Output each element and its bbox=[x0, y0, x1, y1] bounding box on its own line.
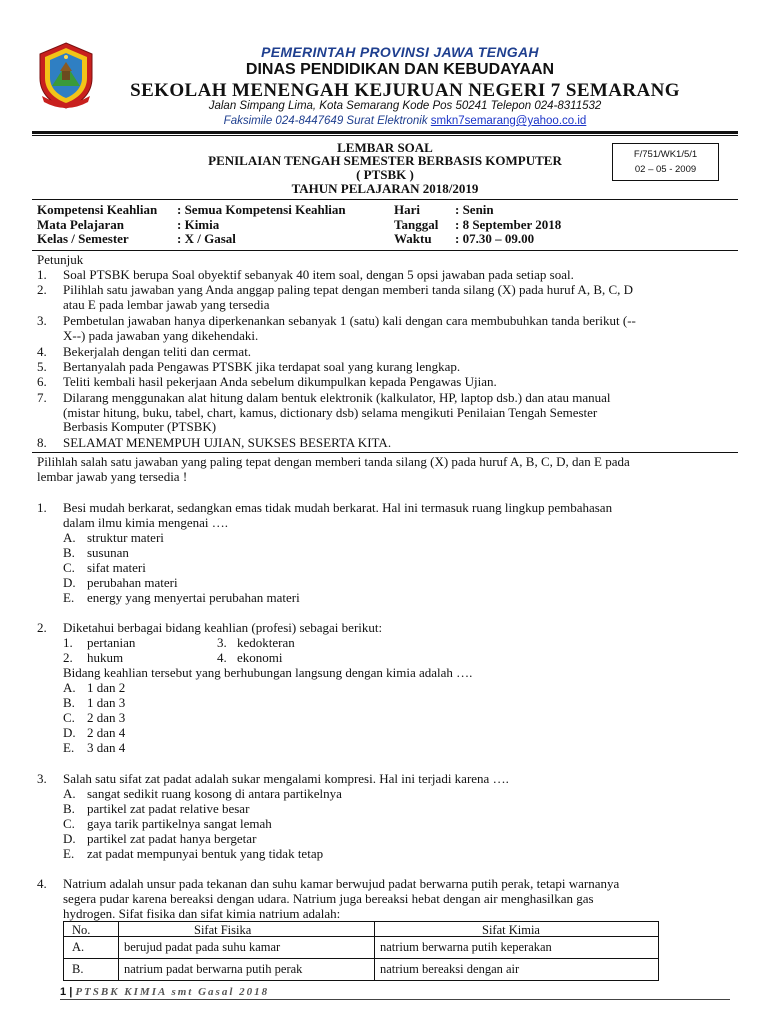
question-number: 3. bbox=[37, 771, 47, 786]
table-divider bbox=[64, 958, 658, 959]
properties-table bbox=[63, 921, 659, 981]
school-contact bbox=[100, 115, 710, 127]
option-text[interactable]: sifat materi bbox=[87, 560, 146, 575]
table-header: No. bbox=[72, 923, 91, 937]
tanggal-label: Tanggal bbox=[394, 216, 439, 232]
option-letter: C. bbox=[63, 710, 75, 725]
question-number: 2. bbox=[37, 620, 47, 635]
option-letter: A. bbox=[63, 786, 76, 801]
form-code: F/751/WK1/5/1 bbox=[633, 149, 698, 160]
form-code-box bbox=[612, 143, 719, 181]
option-letter: B. bbox=[63, 801, 75, 816]
option-letter: B. bbox=[63, 545, 75, 560]
table-cell[interactable]: B. bbox=[72, 962, 84, 976]
petunjuk-text: Bertanyalah pada Pengawas PTSBK jika terdapat soal yang kurang lengkap. bbox=[63, 359, 461, 374]
option-text[interactable]: 3 dan 4 bbox=[87, 740, 126, 755]
kelas-label: Kelas / Semester bbox=[37, 231, 129, 246]
option-text[interactable]: partikel zat padat hanya bergetar bbox=[87, 831, 257, 846]
general-instruction: lembar jawab yang tersedia ! bbox=[37, 469, 188, 484]
petunjuk-text: X--) pada jawaban yang dikehendaki. bbox=[63, 328, 259, 343]
option-letter: D. bbox=[63, 725, 76, 740]
petunjuk-text: Bekerjalah dengan teliti dan cermat. bbox=[63, 344, 252, 359]
question-text: Bidang keahlian tersebut yang berhubungan langsung dengan kimia adalah …. bbox=[63, 665, 473, 680]
government-name: PEMERINTAH PROVINSI JAWA TENGAH bbox=[261, 44, 539, 60]
petunjuk-text: Pembetulan jawaban hanya diperkenankan sebanyak 1 (satu) kali dengan cara membubuhkan tanda berikut (-- bbox=[63, 313, 636, 328]
option-text[interactable]: 2 dan 4 bbox=[87, 725, 126, 740]
field-text: hukum bbox=[87, 650, 124, 665]
table-cell: berujud padat pada suhu kamar bbox=[124, 940, 281, 954]
petunjuk-text: SELAMAT MENEMPUH UJIAN, SUKSES BESERTA KITA. bbox=[63, 435, 392, 450]
table-divider bbox=[118, 922, 119, 980]
tanggal-value: : 8 September 2018 bbox=[455, 216, 562, 232]
petunjuk-text: Berbasis Komputer (PTSBK) bbox=[63, 419, 217, 434]
field-text: ekonomi bbox=[237, 650, 283, 665]
petunjuk-number: 8. bbox=[37, 435, 47, 450]
question-number: 4. bbox=[37, 876, 47, 891]
option-letter: C. bbox=[63, 560, 75, 575]
option-letter: C. bbox=[63, 816, 75, 831]
field-number: 2. bbox=[63, 650, 73, 665]
option-text[interactable]: zat padat mempunyai bentuk yang tidak tetap bbox=[87, 846, 324, 861]
field-text: pertanian bbox=[87, 635, 136, 650]
option-text[interactable]: perubahan materi bbox=[87, 575, 178, 590]
field-number: 1. bbox=[63, 635, 73, 650]
question-text: dalam ilmu kimia mengenai …. bbox=[63, 515, 228, 530]
field-text: kedokteran bbox=[237, 635, 295, 650]
petunjuk-divider bbox=[32, 452, 738, 453]
option-text[interactable]: susunan bbox=[87, 545, 129, 560]
petunjuk-text: Teliti kembali hasil pekerjaan Anda sebelum dikumpulkan kepada Pengawas Ujian. bbox=[63, 374, 497, 389]
kelas-value: : X / Gasal bbox=[177, 231, 236, 246]
petunjuk-number: 4. bbox=[37, 344, 47, 359]
title-divider bbox=[32, 199, 738, 200]
petunjuk-number: 5. bbox=[37, 359, 47, 374]
provincial-emblem-icon bbox=[34, 40, 98, 110]
table-header: Sifat Fisika bbox=[194, 923, 252, 937]
table-cell: natrium bereaksi dengan air bbox=[380, 962, 520, 976]
question-number: 1. bbox=[37, 500, 47, 515]
option-letter: A. bbox=[63, 680, 76, 695]
question-text: segera pudar karena bereaksi dengan udara. Natrium juga bereaksi hebat dengan air menghasilkan gas bbox=[63, 891, 594, 906]
option-text[interactable]: 1 dan 3 bbox=[87, 695, 126, 710]
option-text[interactable]: 1 dan 2 bbox=[87, 680, 126, 695]
footer-separator: | bbox=[69, 986, 73, 998]
petunjuk-number: 6. bbox=[37, 374, 47, 389]
question-text: Diketahui berbagai bidang keahlian (profesi) sebagai berikut: bbox=[63, 620, 383, 635]
title-year: TAHUN PELAJARAN 2018/2019 bbox=[291, 181, 479, 196]
school-address: Jalan Simpang Lima, Kota Semarang Kode Pos 50241 Telepon 024-8311532 bbox=[208, 100, 602, 112]
general-instruction: Pilihlah salah satu jawaban yang paling tepat dengan memberi tanda silang (X) pada huruf A, B, C, D, dan E pada bbox=[37, 454, 630, 469]
mapel-label: Mata Pelajaran bbox=[37, 216, 125, 232]
email-link[interactable]: smkn7semarang@yahoo.co.id bbox=[430, 115, 587, 127]
option-letter: E. bbox=[63, 590, 75, 605]
kompetensi-label: Kompetensi Keahlian bbox=[37, 202, 158, 217]
footer-label: PTSBK KIMIA smt Gasal 2018 bbox=[75, 986, 270, 998]
department-name: DINAS PENDIDIKAN DAN KEBUDAYAAN bbox=[245, 61, 555, 78]
waktu-value: : 07.30 – 09.00 bbox=[455, 231, 535, 246]
fax-text: Faksimile 024-8447649 Surat Elektronik bbox=[223, 115, 428, 127]
option-letter: A. bbox=[63, 530, 76, 545]
question-text: Salah satu sifat zat padat adalah sukar mengalami kompresi. Hal ini terjadi karena …. bbox=[63, 771, 509, 786]
option-text[interactable]: partikel zat padat relative besar bbox=[87, 801, 250, 816]
option-letter: E. bbox=[63, 740, 75, 755]
hari-value: : Senin bbox=[455, 202, 494, 217]
petunjuk-number: 3. bbox=[37, 313, 47, 328]
option-letter: E. bbox=[63, 846, 75, 861]
title-sheet: LEMBAR SOAL bbox=[337, 140, 433, 155]
option-text[interactable]: energy yang menyertai perubahan materi bbox=[87, 590, 300, 605]
petunjuk-text: Pilihlah satu jawaban yang Anda anggap paling tepat dengan memberi tanda silang (X) pada huruf A, B, C, D bbox=[63, 282, 634, 297]
table-cell: natrium berwarna putih keperakan bbox=[380, 940, 552, 954]
school-name: SEKOLAH MENENGAH KEJURUAN NEGERI 7 SEMARANG bbox=[130, 80, 680, 101]
table-cell[interactable]: A. bbox=[72, 940, 85, 954]
option-letter: D. bbox=[63, 575, 76, 590]
petunjuk-text: Dilarang menggunakan alat hitung dalam bentuk elektronik (kalkulator, HP, laptop dsb.) dan atau manual bbox=[63, 390, 611, 405]
petunjuk-text: (mistar hitung, buku, tabel, chart, kamus, dictionary dsb) selama mengikuti Penilaian Tengah Semester bbox=[63, 405, 598, 420]
page-number: 1 bbox=[60, 986, 67, 998]
question-text: hydrogen. Sifat fisika dan sifat kimia natrium adalah: bbox=[63, 906, 341, 921]
question-text: Besi mudah berkarat, sedangkan emas tidak mudah berkarat. Hal ini termasuk ruang lingkup pembahasan bbox=[63, 500, 613, 515]
footer-divider bbox=[60, 999, 730, 1000]
option-text[interactable]: sangat sedikit ruang kosong di antara partikelnya bbox=[87, 786, 342, 801]
table-divider bbox=[64, 936, 658, 937]
option-letter: B. bbox=[63, 695, 75, 710]
table-divider bbox=[374, 922, 375, 980]
petunjuk-text: atau E pada lembar jawab yang tersedia bbox=[63, 297, 270, 312]
letterhead-divider bbox=[32, 131, 738, 134]
kompetensi-value: : Semua Kompetensi Keahlian bbox=[177, 202, 346, 217]
field-number: 4. bbox=[217, 650, 227, 665]
option-text[interactable]: 2 dan 3 bbox=[87, 710, 126, 725]
hari-label: Hari bbox=[394, 202, 420, 217]
petunjuk-text: Soal PTSBK berupa Soal obyektif sebanyak 40 item soal, dengan 5 opsi jawaban pada setiap soal. bbox=[63, 267, 574, 282]
form-date: 02 – 05 - 2009 bbox=[634, 164, 697, 175]
option-text[interactable]: struktur materi bbox=[87, 530, 164, 545]
option-text[interactable]: gaya tarik partikelnya sangat lemah bbox=[87, 816, 272, 831]
field-number: 3. bbox=[217, 635, 227, 650]
table-cell: natrium padat berwarna putih perak bbox=[124, 962, 303, 976]
info-divider bbox=[32, 250, 738, 251]
page-footer bbox=[60, 986, 269, 998]
option-letter: D. bbox=[63, 831, 76, 846]
letterhead-divider-thin bbox=[32, 135, 738, 136]
table-header: Sifat Kimia bbox=[482, 923, 540, 937]
petunjuk-number: 2. bbox=[37, 282, 47, 297]
title-abbr: ( PTSBK ) bbox=[356, 167, 414, 182]
mapel-value: : Kimia bbox=[177, 216, 220, 232]
title-assessment: PENILAIAN TENGAH SEMESTER BERBASIS KOMPUTER bbox=[208, 153, 562, 168]
petunjuk-number: 7. bbox=[37, 390, 47, 405]
petunjuk-heading: Petunjuk bbox=[37, 252, 84, 267]
question-text: Natrium adalah unsur pada tekanan dan suhu kamar berwujud padat berwarna putih perak, tetapi warnanya bbox=[63, 876, 620, 891]
petunjuk-number: 1. bbox=[37, 267, 47, 282]
waktu-label: Waktu bbox=[394, 231, 432, 246]
